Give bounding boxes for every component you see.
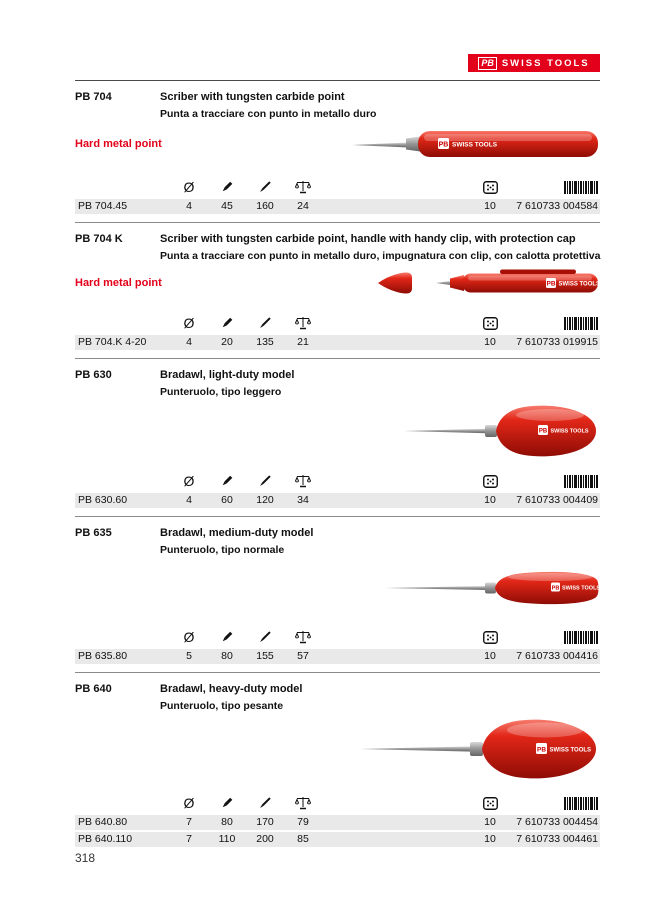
barcode-icon <box>510 475 600 488</box>
diameter-cell: 7 <box>186 833 192 845</box>
tool-logo-text: SWISS TOOLS <box>452 141 498 149</box>
point-length-icon <box>208 796 246 810</box>
tool-image-scriber-clip <box>350 263 600 303</box>
barcode-icon <box>510 317 600 330</box>
sku-cell: PB 704.45 <box>78 200 128 212</box>
total-length-icon <box>246 796 284 810</box>
tool-image-scriber <box>350 124 600 164</box>
feature-note: Hard metal point <box>75 138 162 150</box>
table-header-row <box>75 304 600 333</box>
product-title-it: Punteruolo, tipo pesante <box>160 700 284 712</box>
diameter-cell: 4 <box>186 200 192 212</box>
tool-logo-text: SWISS TOOLS <box>562 585 600 592</box>
weight-cell: 79 <box>297 816 309 828</box>
diameter-icon: Ø <box>183 629 195 645</box>
weight-scales-icon <box>284 630 322 644</box>
sku-cell: PB 704.K 4-20 <box>78 336 147 348</box>
pack-qty-cell: 10 <box>484 336 496 348</box>
product-code: PB 630 <box>75 369 112 381</box>
pack-qty-cell: 10 <box>484 833 496 845</box>
table-data-row <box>75 335 600 350</box>
barcode-icon <box>510 181 600 194</box>
ean-cell: 7 610733 004584 <box>516 200 598 212</box>
sku-cell: PB 640.80 <box>78 816 128 828</box>
weight-scales-icon <box>284 474 322 488</box>
sku-cell: PB 630.60 <box>78 494 128 506</box>
diameter-cell: 4 <box>186 494 192 506</box>
package-unit-icon <box>470 475 510 488</box>
catalog-content <box>75 80 600 855</box>
table-data-row <box>75 199 600 214</box>
product-title-en: Bradawl, heavy-duty model <box>160 683 303 695</box>
total-length-cell: 160 <box>256 200 274 212</box>
diameter-cell: 7 <box>186 816 192 828</box>
total-length-cell: 135 <box>256 336 274 348</box>
table-header-row <box>75 462 600 491</box>
total-length-cell: 155 <box>256 650 274 662</box>
ean-cell: 7 610733 019915 <box>516 336 598 348</box>
pack-qty-cell: 10 <box>484 200 496 212</box>
product-section-pb704 <box>75 81 600 223</box>
ean-cell: 7 610733 004409 <box>516 494 598 506</box>
point-length-icon <box>208 474 246 488</box>
table-data-row <box>75 493 600 508</box>
page-number: 318 <box>75 851 96 865</box>
total-length-cell: 200 <box>256 833 274 845</box>
weight-scales-icon <box>284 796 322 810</box>
table-data-row <box>75 815 600 830</box>
product-title-it: Punta a tracciare con punto in metallo duro <box>160 108 377 120</box>
package-unit-icon <box>470 797 510 810</box>
barcode-icon <box>510 631 600 644</box>
brand-name: SWISS TOOLS <box>501 57 590 69</box>
product-code: PB 635 <box>75 527 112 539</box>
table-header-row <box>75 784 600 813</box>
weight-cell: 34 <box>297 494 309 506</box>
weight-scales-icon <box>284 180 322 194</box>
brand-pb-badge: PB <box>478 57 497 70</box>
tool-image-bradawl-heavy <box>360 712 600 784</box>
total-length-icon <box>246 180 284 194</box>
ean-cell: 7 610733 004454 <box>516 816 598 828</box>
feature-note: Hard metal point <box>75 277 162 289</box>
point-length-icon <box>208 180 246 194</box>
product-code: PB 640 <box>75 683 112 695</box>
tool-logo-text: SWISS TOOLS <box>549 747 592 754</box>
ean-cell: 7 610733 004416 <box>516 650 598 662</box>
weight-cell: 21 <box>297 336 309 348</box>
diameter-cell: 4 <box>186 336 192 348</box>
product-section-pb704k <box>75 223 600 359</box>
product-section-pb640 <box>75 673 600 855</box>
product-section-pb630 <box>75 359 600 517</box>
point-length-cell: 60 <box>221 494 233 506</box>
point-length-cell: 80 <box>221 650 233 662</box>
total-length-icon <box>246 630 284 644</box>
point-length-icon <box>208 630 246 644</box>
product-title-en: Bradawl, medium-duty model <box>160 527 314 539</box>
pack-qty-cell: 10 <box>484 650 496 662</box>
total-length-icon <box>246 316 284 330</box>
package-unit-icon <box>470 631 510 644</box>
tool-logo-pb: PB <box>536 746 547 754</box>
total-length-cell: 170 <box>256 816 274 828</box>
diameter-icon: Ø <box>183 179 195 195</box>
product-title-en: Scriber with tungsten carbide point <box>160 91 345 103</box>
point-length-cell: 20 <box>221 336 233 348</box>
total-length-cell: 120 <box>256 494 274 506</box>
tool-image-bradawl-medium <box>385 561 600 613</box>
sku-cell: PB 635.80 <box>78 650 128 662</box>
tool-image-bradawl-light <box>400 398 600 462</box>
barcode-icon <box>510 797 600 810</box>
diameter-icon: Ø <box>183 473 195 489</box>
weight-cell: 24 <box>297 200 309 212</box>
table-data-row <box>75 649 600 664</box>
tool-logo-pb: PB <box>546 280 556 288</box>
diameter-icon: Ø <box>183 315 195 331</box>
pack-qty-cell: 10 <box>484 816 496 828</box>
package-unit-icon <box>470 181 510 194</box>
product-code: PB 704 <box>75 91 112 103</box>
diameter-cell: 5 <box>186 650 192 662</box>
package-unit-icon <box>470 317 510 330</box>
ean-cell: 7 610733 004461 <box>516 833 598 845</box>
point-length-icon <box>208 316 246 330</box>
point-length-cell: 110 <box>218 833 236 845</box>
tool-logo-pb: PB <box>551 585 560 592</box>
tool-logo-pb: PB <box>538 428 548 435</box>
point-length-cell: 45 <box>221 200 233 212</box>
total-length-icon <box>246 474 284 488</box>
diameter-icon: Ø <box>183 795 195 811</box>
pack-qty-cell: 10 <box>484 494 496 506</box>
table-header-row <box>75 168 600 197</box>
product-section-pb635 <box>75 517 600 673</box>
tool-logo-text: SWISS TOOLS <box>558 281 600 288</box>
product-title-en: Bradawl, light-duty model <box>160 369 295 381</box>
weight-scales-icon <box>284 316 322 330</box>
weight-cell: 85 <box>297 833 309 845</box>
tool-logo-text: SWISS TOOLS <box>550 428 589 435</box>
product-title-it: Punteruolo, tipo leggero <box>160 386 282 398</box>
product-title-it: Punta a tracciare con punto in metallo duro, impugnatura con clip, con calotta protettiva <box>160 250 601 262</box>
tool-logo-pb: PB <box>438 141 449 149</box>
point-length-cell: 80 <box>221 816 233 828</box>
product-code: PB 704 K <box>75 233 123 245</box>
sku-cell: PB 640.110 <box>78 833 133 845</box>
product-title-en: Scriber with tungsten carbide point, handle with handy clip, with protection cap <box>160 233 576 245</box>
weight-cell: 57 <box>297 650 309 662</box>
table-header-row <box>75 618 600 647</box>
brand-logo <box>468 54 600 72</box>
product-title-it: Punteruolo, tipo normale <box>160 544 285 556</box>
table-data-row <box>75 832 600 847</box>
